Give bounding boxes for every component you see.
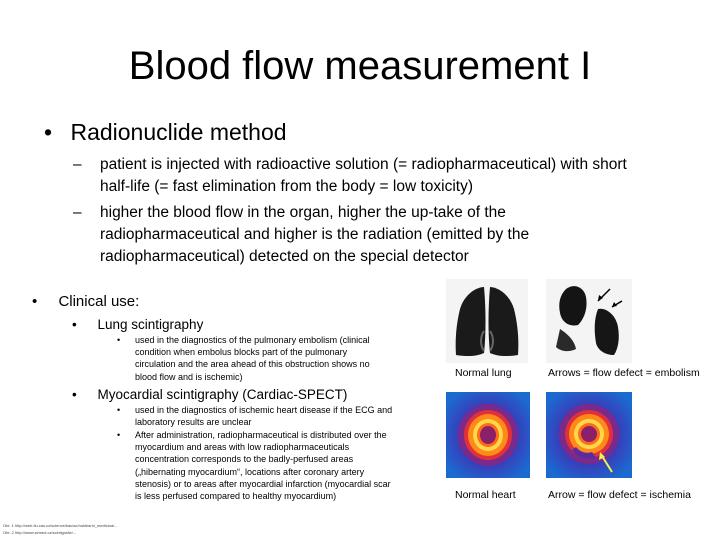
bullet-marker: • — [32, 293, 38, 310]
caption-normal-lung: Normal lung — [455, 367, 512, 379]
myocard-item-2 — [117, 429, 407, 519]
bullet-radionuclide-text: Radionuclide method — [70, 119, 287, 145]
lung-scintigraphy-title: Lung scintigraphy — [97, 317, 204, 332]
sub-bullet-injection — [73, 154, 673, 198]
caption-embolism: Arrows = flow defect = embolism — [548, 367, 700, 379]
sub-bullet-uptake — [73, 202, 673, 268]
bullet-lung-scintigraphy — [72, 316, 203, 333]
normal-lung-image — [446, 279, 528, 363]
bullet-radionuclide — [44, 118, 287, 146]
bullet-marker: • — [117, 430, 121, 440]
embolism-lung-image — [546, 279, 632, 363]
lung-item — [117, 334, 407, 384]
lung-item-text: used in the diagnostics of the pulmonary embolism (clinical condition when embolus blocks part of the pulmonary circulation and the area ahead of this obstruction shows no blood flow and is ischemic) — [135, 335, 370, 382]
image-reference: Obr. 2 http://www.svmed.cz/scintigrafie/... — [3, 530, 77, 535]
sub-bullet-uptake-text: higher the blood flow in the organ, higher the up-take of the radiopharmaceutical and higher is the radiation (emitted by the radiopharmaceutical) detected on the special detector — [100, 204, 530, 265]
caption-normal-heart: Normal heart — [455, 489, 516, 501]
myocard-item-1 — [117, 404, 407, 430]
bullet-marker: • — [72, 387, 77, 402]
dash-marker: – — [73, 204, 82, 221]
ischemia-heart-image — [546, 392, 632, 478]
sub-bullet-injection-text: patient is injected with radioactive solution (= radiopharmaceutical) with short half-life (= fast elimination from the body = low toxicity) — [100, 156, 627, 195]
bullet-clinical-use — [32, 293, 139, 311]
slide-title: Blood flow measurement I — [128, 44, 592, 88]
bullet-clinical-use-text: Clinical use: — [58, 293, 140, 310]
bullet-marker: • — [72, 317, 77, 332]
myocard-item-2-text: After administration, radiopharmaceutical is distributed over the myocardium and areas with low radiopharmaceuticals concentration corresponds to the badly-perfused areas („hibernating myocardium“, locations after coronary artery stenosis) or to areas after myocardial infarction (myocardial scar is less perfused compared to healthy myocardium) — [135, 430, 391, 502]
bullet-myocardial-scintigraphy — [72, 386, 347, 403]
image-reference: Obr. 1 http://web.flu.cas.cz/science/kac/ac/nuklearni_medicina/... — [3, 523, 118, 528]
caption-ischemia: Arrow = flow defect = ischemia — [548, 489, 691, 501]
myocardial-scintigraphy-title: Myocardial scintigraphy (Cardiac-SPECT) — [97, 387, 348, 402]
myocard-item-1-text: used in the diagnostics of ischemic heart disease if the ECG and laboratory results are unclear — [135, 405, 393, 428]
dash-marker: – — [73, 156, 82, 173]
bullet-marker: • — [117, 335, 121, 345]
bullet-marker: • — [44, 119, 53, 145]
bullet-marker: • — [117, 405, 121, 415]
normal-heart-image — [446, 392, 530, 478]
